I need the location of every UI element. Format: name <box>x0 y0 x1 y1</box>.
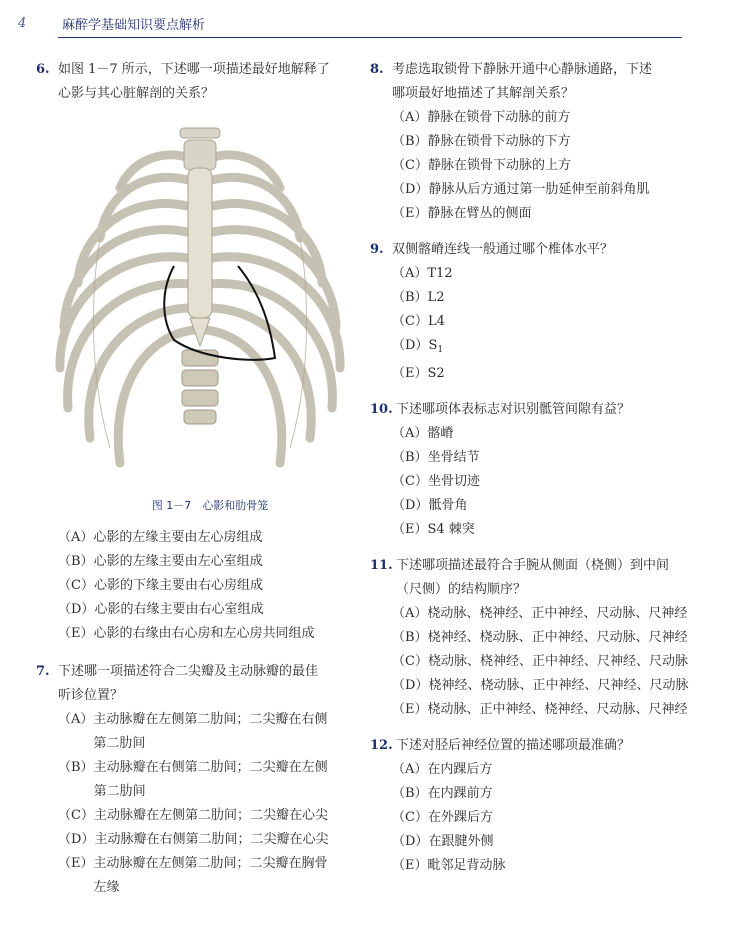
question-text: 考虑选取锁骨下静脉开通中心静脉通路，下述 哪项最好地描述了其解剖关系？ <box>392 62 653 101</box>
question-text: 下述哪一项描述符合二尖瓣及主动脉瓣的最佳 听诊位置？ <box>58 664 319 703</box>
rib-cage-illustration <box>50 118 350 490</box>
option-c[interactable]: （C） 坐骨切迹 <box>392 474 480 489</box>
option-b[interactable]: （B） 主动脉瓣在右侧第二肋间；二尖瓣在左侧 第二肋间 <box>58 760 328 799</box>
option-a[interactable]: （A） T12 <box>392 266 453 281</box>
question-text: 如图 1－7 所示，下述哪一项描述最好地解释了 心影与其心脏解剖的关系？ <box>58 62 330 101</box>
option-c[interactable]: （C） L4 <box>392 314 445 329</box>
question-11 <box>370 554 700 722</box>
option-d[interactable]: （D） 桡神经、桡动脉、正中神经、尺神经、尺动脉 <box>392 678 689 693</box>
question-number: 11. <box>370 558 393 573</box>
option-e[interactable]: （E） 心影的右缘由右心房和左心房共同组成 <box>58 626 315 641</box>
question-text: 下述哪项体表标志对识别骶管间隙有益？ <box>396 402 631 417</box>
option-a[interactable]: （A） 桡动脉、桡神经、正中神经、尺动脉、尺神经 <box>392 606 688 621</box>
option-b[interactable]: （B） 在内踝前方 <box>392 786 493 801</box>
option-a[interactable]: （A） 在内踝后方 <box>392 762 493 777</box>
option-b[interactable]: （B） 坐骨结节 <box>392 450 480 465</box>
option-a[interactable]: （A） 静脉在锁骨下动脉的前方 <box>392 110 571 125</box>
option-a[interactable]: （A） 主动脉瓣在左侧第二肋间；二尖瓣在右侧 第二肋间 <box>58 712 328 751</box>
option-a[interactable]: （A） 髂嵴 <box>392 426 454 441</box>
header-rule <box>58 37 682 38</box>
question-number: 12. <box>370 738 393 753</box>
option-b[interactable]: （B） 桡神经、桡动脉、正中神经、尺动脉、尺神经 <box>392 630 688 645</box>
option-b[interactable]: （B） L2 <box>392 290 445 305</box>
question-number: 6. <box>36 62 50 77</box>
option-b[interactable]: （B） 静脉在锁骨下动脉的下方 <box>392 134 571 149</box>
option-a[interactable]: （A） 心影的左缘主要由左心房组成 <box>58 530 263 545</box>
option-c[interactable]: （C） 主动脉瓣在左侧第二肋间；二尖瓣在心尖 <box>58 808 328 823</box>
page-header <box>0 0 730 40</box>
question-9 <box>370 238 700 386</box>
option-c[interactable]: （C） 静脉在锁骨下动脉的上方 <box>392 158 571 173</box>
option-c[interactable]: （C） 桡动脉、桡神经、正中神经、尺神经、尺动脉 <box>392 654 688 669</box>
option-e[interactable]: （E） S4 棘突 <box>392 522 475 537</box>
option-d[interactable]: （D） 主动脉瓣在右侧第二肋间；二尖瓣在心尖 <box>58 832 329 847</box>
question-7 <box>36 660 348 900</box>
question-6-stem <box>36 58 346 106</box>
option-e[interactable]: （E） 毗邻足背动脉 <box>392 858 506 873</box>
question-text: 下述哪项描述最符合手腕从侧面（桡侧）到中间 （尺侧）的结构顺序？ <box>396 558 670 597</box>
question-number: 10. <box>370 402 393 417</box>
option-c[interactable]: （C） 在外踝后方 <box>392 810 493 825</box>
right-column <box>370 58 700 890</box>
option-d[interactable]: （D） 静脉从后方通过第一肋延伸至前斜角肌 <box>392 182 650 197</box>
question-12 <box>370 734 700 878</box>
option-d[interactable]: （D） $S_1$ <box>392 338 444 355</box>
book-title: 麻醉学基础知识要点解析 <box>62 18 206 33</box>
question-number: 9. <box>370 242 384 257</box>
question-text: 双侧髂嵴连线一般通过哪个椎体水平？ <box>392 242 614 257</box>
question-number: 7. <box>36 664 50 679</box>
question-text: 下述对胫后神经位置的描述哪项最准确？ <box>396 738 631 753</box>
question-number: 8. <box>370 62 384 77</box>
option-d[interactable]: （D） 骶骨角 <box>392 498 468 513</box>
option-b[interactable]: （B） 心影的左缘主要由左心室组成 <box>58 554 263 569</box>
figure-caption: 图 1－7 心影和肋骨笼 <box>151 499 269 512</box>
rib-cage-figure <box>50 118 350 490</box>
option-e[interactable]: （E） 桡动脉、正中神经、桡神经、尺动脉、尺神经 <box>392 702 688 717</box>
option-e[interactable]: （E） 主动脉瓣在左侧第二肋间；二尖瓣在胸骨 左缘 <box>58 856 328 895</box>
option-e[interactable]: （E） 静脉在臂丛的侧面 <box>392 206 532 221</box>
page-number: 4 <box>18 16 27 31</box>
question-10 <box>370 398 700 542</box>
question-6-options <box>58 526 348 646</box>
option-d[interactable]: （D） 心影的右缘主要由右心室组成 <box>58 602 264 617</box>
option-c[interactable]: （C） 心影的下缘主要由右心房组成 <box>58 578 263 593</box>
left-column-lower <box>58 526 348 658</box>
question-8 <box>370 58 700 226</box>
option-e[interactable]: （E） S2 <box>392 366 445 381</box>
option-d[interactable]: （D） 在跟腱外侧 <box>392 834 494 849</box>
